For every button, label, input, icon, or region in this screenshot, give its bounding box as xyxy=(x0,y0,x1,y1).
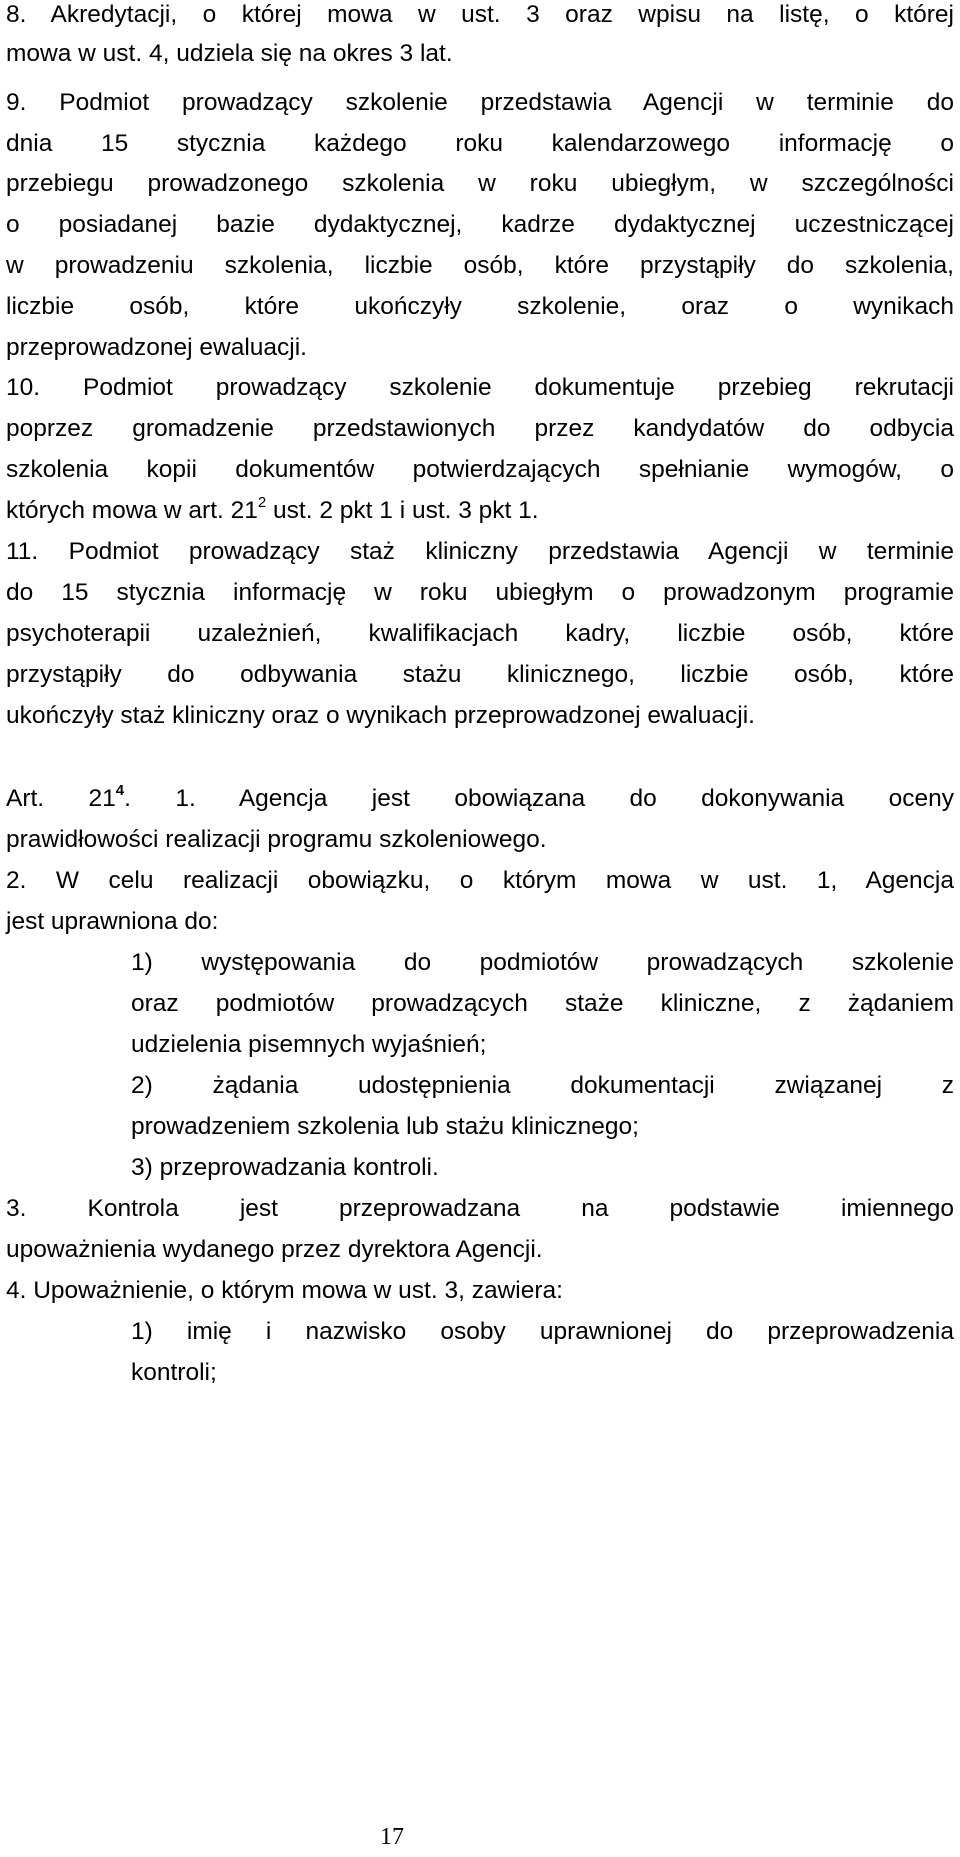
list-item-line: prowadzeniem szkolenia lub stażu klinicznego; xyxy=(131,1113,639,1140)
list-item-line: oraz podmiotów prowadzących staże kliniczne, z żądaniem xyxy=(131,990,954,1017)
text-line: w prowadzeniu szkolenia, liczbie osób, które przystąpiły do szkolenia, xyxy=(6,252,954,279)
text-line: dnia 15 stycznia każdego roku kalendarzowego informację o xyxy=(6,130,954,157)
text-line: mowa w ust. 4, udziela się na okres 3 lat. xyxy=(6,40,453,67)
text-line: ukończyły staż kliniczny oraz o wynikach przeprowadzonej ewaluacji. xyxy=(6,702,755,729)
list-item-line: 1) występowania do podmiotów prowadzących szkolenie xyxy=(131,949,954,976)
text-line: przeprowadzonej ewaluacji. xyxy=(6,334,307,361)
article-heading-superscript: 4 xyxy=(115,782,125,799)
text-line: upoważnienia wydanego przez dyrektora Agencji. xyxy=(6,1236,543,1263)
article-ref-superscript: 2 xyxy=(257,494,267,511)
text-line: szkolenia kopii dokumentów potwierdzających spełnianie wymogów, o xyxy=(6,456,954,483)
list-item-line: 3) przeprowadzania kontroli. xyxy=(131,1154,439,1181)
article-heading-line: Art. $21^4$. 1. Agencja jest obowiązana do dokonywania oceny xyxy=(6,782,954,812)
text-line: przebiegu prowadzonego szkolenia w roku ubiegłym, w szczególności xyxy=(6,170,954,197)
text-line: o posiadanej bazie dydaktycznej, kadrze dydaktycznej uczestniczącej xyxy=(6,211,954,238)
text-line: 8. Akredytacji, o której mowa w ust. 3 oraz wpisu na listę, o której xyxy=(6,1,954,28)
text-line: 11. Podmiot prowadzący staż kliniczny przedstawia Agencji w terminie xyxy=(6,538,954,565)
text-line: których mowa w art. $21^2$ ust. 2 pkt 1 i ust. 3 pkt 1. xyxy=(6,494,539,524)
text-line: prawidłowości realizacji programu szkoleniowego. xyxy=(6,826,547,853)
text-line: do 15 stycznia informację w roku ubiegłym o prowadzonym programie xyxy=(6,579,954,606)
list-item-line: 2) żądania udostępnienia dokumentacji związanej z xyxy=(131,1072,954,1099)
text-line: liczbie osób, które ukończyły szkolenie, oraz o wynikach xyxy=(6,293,954,320)
text-line: 3. Kontrola jest przeprowadzana na podstawie imiennego xyxy=(6,1195,954,1222)
text-line: przystąpiły do odbywania stażu klinicznego, liczbie osób, które xyxy=(6,661,954,688)
text-line: poprzez gromadzenie przedstawionych przez kandydatów do odbycia xyxy=(6,415,954,442)
text-line: jest uprawniona do: xyxy=(6,908,219,935)
list-item-line: udzielenia pisemnych wyjaśnień; xyxy=(131,1031,487,1058)
text-line: 10. Podmiot prowadzący szkolenie dokumentuje przebieg rekrutacji xyxy=(6,374,954,401)
page-number: 17 xyxy=(380,1824,404,1850)
text-line: 2. W celu realizacji obowiązku, o którym mowa w ust. 1, Agencja xyxy=(6,867,954,894)
list-item-line: 1) imię i nazwisko osoby uprawnionej do przeprowadzenia xyxy=(131,1318,954,1345)
text-line: psychoterapii uzależnień, kwalifikacjach kadry, liczbie osób, które xyxy=(6,620,954,647)
text-line: 9. Podmiot prowadzący szkolenie przedstawia Agencji w terminie do xyxy=(6,89,954,116)
text-line: 4. Upoważnienie, o którym mowa w ust. 3, zawiera: xyxy=(6,1277,563,1304)
list-item-line: kontroli; xyxy=(131,1359,217,1386)
